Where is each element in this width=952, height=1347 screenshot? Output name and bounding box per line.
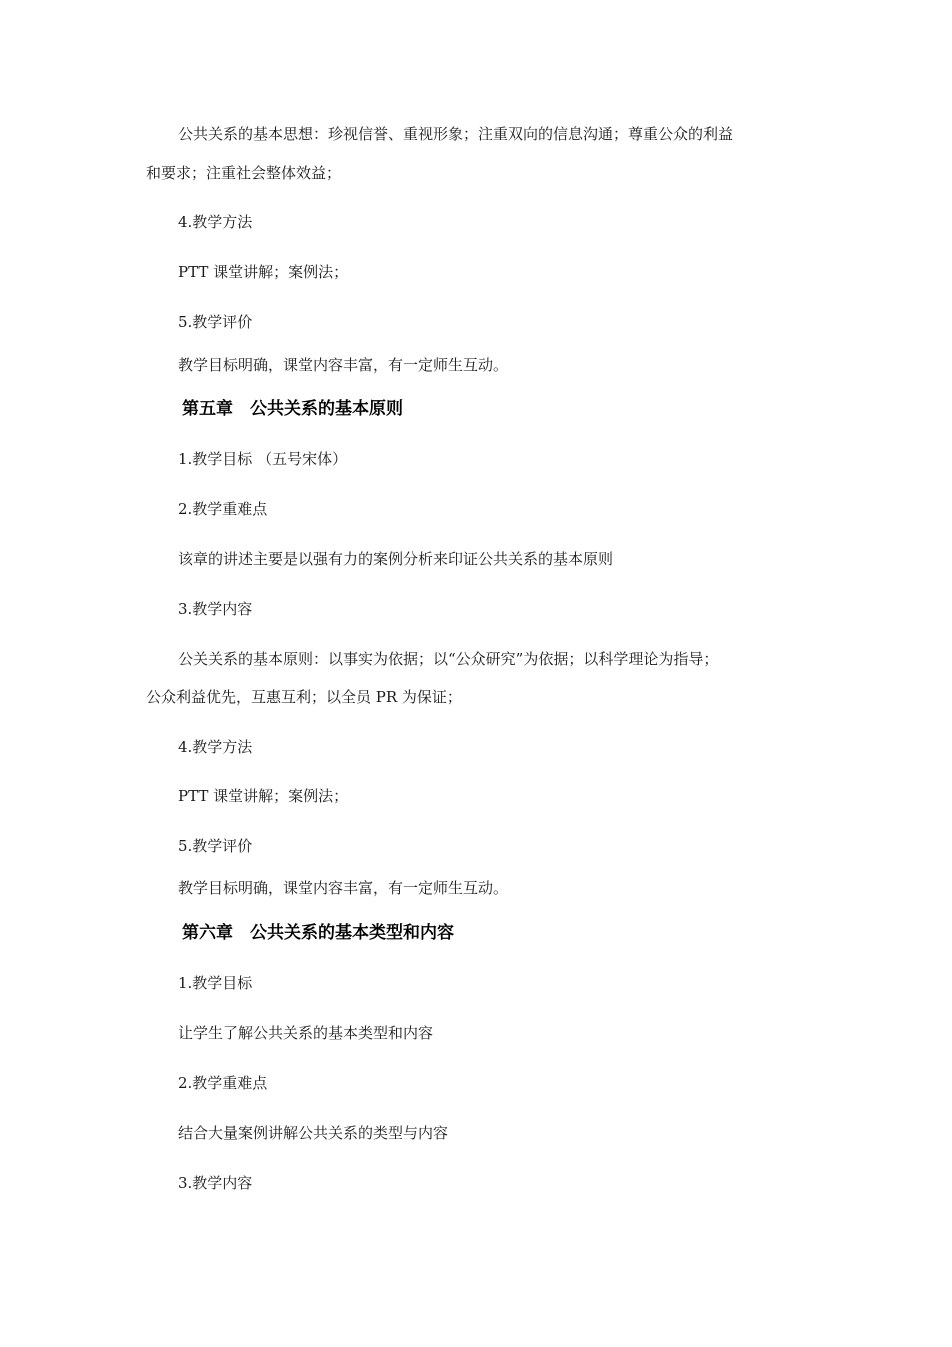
chapter5-method-label: 4.教学方法 [178, 738, 253, 756]
chapter6-content-label: 3.教学内容 [178, 1174, 253, 1192]
prev-eval-text: 教学目标明确，课堂内容丰富，有一定师生互动。 [178, 356, 509, 374]
prev-method-label: 4.教学方法 [178, 213, 253, 231]
chapter5-eval-text: 教学目标明确，课堂内容丰富，有一定师生互动。 [178, 879, 509, 897]
chapter5-content-line-1: 公关关系的基本原则：以事实为依据；以“公众研究”为依据；以科学理论为指导； [178, 650, 719, 668]
chapter5-key-text: 该章的讲述主要是以强有力的案例分析来印证公共关系的基本原则 [178, 550, 614, 568]
prev-method-text: PTT 课堂讲解；案例法； [178, 263, 349, 281]
chapter5-title: 第五章 公共关系的基本原则 [182, 399, 403, 419]
chapter6-goal-text: 让学生了解公共关系的基本类型和内容 [178, 1024, 434, 1042]
prev-content-line-1: 公共关系的基本思想：珍视信誉、重视形象；注重双向的信息沟通；尊重公众的利益 [178, 125, 734, 143]
chapter5-goal-label: 1.教学目标 （五号宋体） [178, 450, 348, 468]
chapter6-key-text: 结合大量案例讲解公共关系的类型与内容 [178, 1124, 449, 1142]
chapter6-key-label: 2.教学重难点 [178, 1074, 268, 1092]
chapter5-eval-label: 5.教学评价 [178, 837, 253, 855]
prev-content-line-2: 和要求；注重社会整体效益； [146, 164, 342, 182]
chapter5-key-label: 2.教学重难点 [178, 500, 268, 518]
chapter6-title: 第六章 公共关系的基本类型和内容 [182, 923, 454, 943]
prev-eval-label: 5.教学评价 [178, 313, 253, 331]
chapter5-content-label: 3.教学内容 [178, 600, 253, 618]
chapter5-content-line-2: 公众利益优先，互惠互利；以全员 PR 为保证； [146, 688, 462, 706]
chapter5-method-text: PTT 课堂讲解；案例法； [178, 787, 349, 805]
chapter6-goal-label: 1.教学目标 [178, 974, 253, 992]
